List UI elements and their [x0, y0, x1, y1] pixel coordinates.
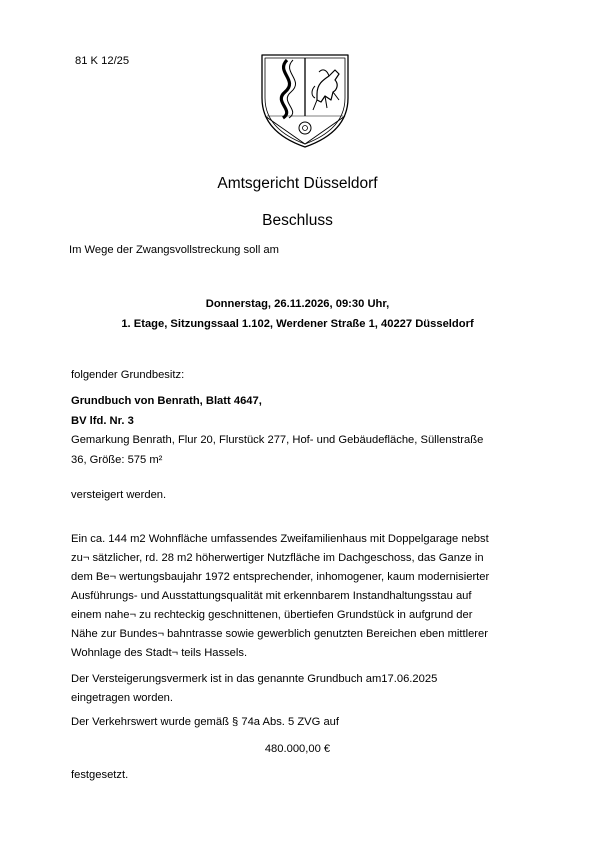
registration-line: eingetragen worden. [71, 692, 174, 704]
registration-note [71, 670, 541, 708]
auctioned-text: versteigert werden. [71, 489, 167, 501]
state-coat-of-arms-icon [259, 50, 351, 149]
description-line: Ein ca. 144 m2 Wohnfläche umfassendes Zweifamilienhaus mit Doppelgarage nebst [71, 533, 489, 545]
document-heading: Beschluss [262, 212, 333, 229]
market-value: 480.000,00 € [264, 743, 331, 755]
parcel-line2: 36, Größe: 575 m² [71, 454, 163, 466]
parcel-line1: Gemarkung Benrath, Flur 20, Flurstück 277, Hof- und Gebäudefläche, Süllenstraße [71, 434, 484, 446]
property-label: folgender Grundbesitz: [71, 369, 185, 381]
description-line: dem Be¬ wertungsbaujahr 1972 entsprechender, inhomogener, kaum modernisierter [71, 571, 490, 583]
court-name: Amtsgericht Düsseldorf [217, 175, 378, 192]
description-line: Wohnlage des Stadt¬ teils Hassels. [71, 647, 248, 659]
set-text: festgesetzt. [71, 769, 129, 781]
intro-text: Im Wege der Zwangsvollstreckung soll am [69, 244, 279, 256]
hearing-location: 1. Etage, Sitzungssaal 1.102, Werdener Straße 1, 40227 Düsseldorf [121, 318, 474, 330]
property-description [71, 530, 541, 663]
description-line: Ausführungs- und Ausstattungsqualität mit erkennbarem Instandhaltungsstau auf [71, 590, 472, 602]
description-line: zu¬ sätzlicher, rd. 28 m2 höherwertiger Nutzfläche im Dachgeschoss, das Ganze in [71, 552, 484, 564]
market-value-intro: Der Verkehrswert wurde gemäß § 74a Abs. 5 ZVG auf [71, 716, 340, 728]
hearing-date-time: Donnerstag, 26.11.2026, 09:30 Uhr, [205, 298, 390, 310]
case-number: 81 K 12/25 [75, 55, 130, 67]
land-register-line2: BV lfd. Nr. 3 [71, 415, 134, 427]
registration-line: Der Versteigerungsvermerk ist in das genannte Grundbuch am17.06.2025 [71, 673, 438, 685]
land-register-line1: Grundbuch von Benrath, Blatt 4647, [71, 395, 262, 407]
description-line: einem nahe¬ zu rechteckig geschnittenen, übertiefen Grundstück in aufgrund der [71, 609, 473, 621]
description-line: Nähe zur Bundes¬ bahntrasse sowie gewerblich genutzten Bereichen eben mittlerer [71, 628, 488, 640]
